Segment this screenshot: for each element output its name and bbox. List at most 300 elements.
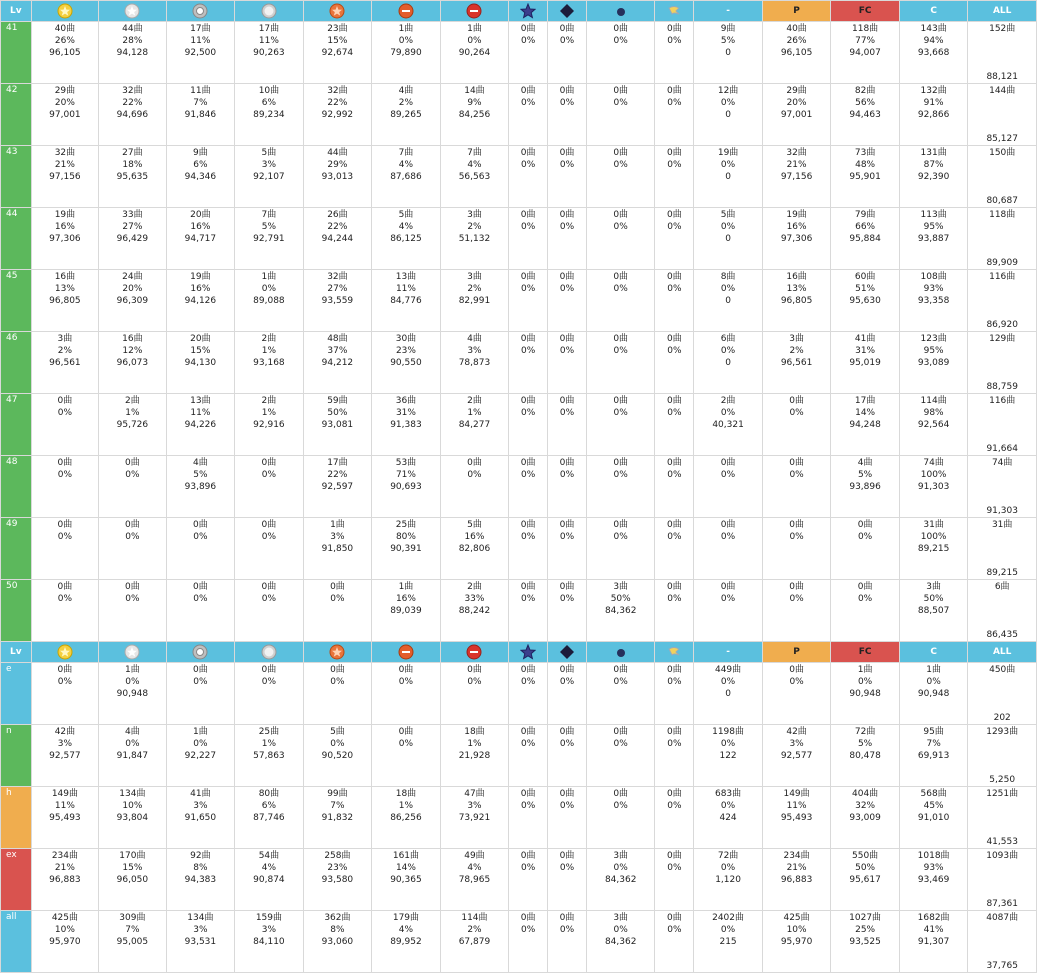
percent: 4% bbox=[398, 222, 414, 232]
percent: 0% bbox=[521, 98, 536, 108]
stat-cell bbox=[166, 146, 235, 208]
average-score bbox=[655, 481, 693, 493]
song-count: 53曲 bbox=[395, 458, 417, 468]
stat-cell bbox=[831, 725, 900, 787]
percent: 26% bbox=[54, 36, 75, 46]
average-score: 90,948 bbox=[917, 689, 950, 699]
average-score: 202 bbox=[993, 713, 1011, 723]
song-count: 0曲 bbox=[261, 520, 277, 530]
percent: 5% bbox=[261, 222, 277, 232]
song-count: 0曲 bbox=[613, 665, 629, 675]
percent: 0% bbox=[559, 470, 575, 480]
percent: 56% bbox=[855, 98, 876, 108]
song-count: 6曲 bbox=[994, 582, 1010, 592]
percent: 21% bbox=[786, 160, 807, 170]
song-count: 143曲 bbox=[920, 24, 947, 34]
table-row bbox=[1, 208, 1037, 270]
percent: 0% bbox=[125, 594, 140, 604]
stat-cell bbox=[509, 84, 548, 146]
song-count: 0曲 bbox=[520, 851, 536, 861]
average-score: 0 bbox=[725, 296, 731, 306]
red-minus-medal-icon bbox=[466, 3, 482, 19]
song-count: 47曲 bbox=[464, 789, 485, 799]
average-score bbox=[655, 812, 693, 824]
percent: 0% bbox=[57, 677, 73, 687]
percent: 27% bbox=[327, 284, 348, 294]
stat-cell bbox=[899, 332, 968, 394]
stat-cell bbox=[235, 270, 304, 332]
song-count: 234曲 bbox=[783, 851, 810, 861]
percent: 66% bbox=[855, 222, 876, 232]
average-score: 96,883 bbox=[780, 875, 813, 885]
header-p[interactable]: P bbox=[762, 1, 831, 22]
stat-cell bbox=[655, 911, 694, 973]
average-score bbox=[235, 543, 303, 555]
stat-cell bbox=[166, 911, 235, 973]
song-count: 0曲 bbox=[520, 520, 536, 530]
song-count: 25曲 bbox=[395, 520, 417, 530]
percent: 0% bbox=[330, 677, 345, 687]
average-score bbox=[655, 295, 693, 307]
song-count: 0曲 bbox=[613, 86, 629, 96]
percent: 1% bbox=[398, 801, 414, 811]
song-count: 258曲 bbox=[324, 851, 351, 861]
stat-cell bbox=[440, 456, 509, 518]
purple-star-icon bbox=[520, 644, 536, 660]
song-count: 26曲 bbox=[327, 210, 348, 220]
header-medal-2[interactable] bbox=[166, 642, 235, 663]
stat-cell bbox=[968, 518, 1037, 580]
stat-cell bbox=[303, 580, 372, 642]
average-score: 89,234 bbox=[253, 110, 285, 120]
average-score: 87,686 bbox=[390, 172, 422, 182]
level-label: 44 bbox=[1, 208, 32, 270]
song-count: 17曲 bbox=[258, 24, 280, 34]
stat-cell bbox=[762, 725, 831, 787]
header-all[interactable]: ALL bbox=[968, 1, 1037, 22]
song-count: 0曲 bbox=[520, 210, 536, 220]
table-row bbox=[1, 911, 1037, 973]
percent: 0% bbox=[720, 532, 736, 542]
stat-cell bbox=[440, 84, 509, 146]
average-score: 92,577 bbox=[49, 751, 81, 761]
song-count: 0曲 bbox=[559, 520, 575, 530]
average-score bbox=[99, 543, 165, 555]
stat-cell bbox=[968, 725, 1037, 787]
average-score: 0 bbox=[725, 234, 731, 244]
song-count: 0曲 bbox=[559, 210, 575, 220]
stat-cell bbox=[762, 146, 831, 208]
song-count: 12曲 bbox=[717, 86, 739, 96]
average-score: 96,429 bbox=[116, 234, 149, 244]
header-medal-9[interactable] bbox=[586, 642, 655, 663]
stat-cell bbox=[166, 84, 235, 146]
stat-cell bbox=[762, 456, 831, 518]
percent: 8% bbox=[193, 863, 208, 873]
average-score bbox=[441, 688, 509, 700]
percent: 4% bbox=[261, 863, 277, 873]
percent: 0% bbox=[521, 925, 536, 935]
percent bbox=[968, 245, 1036, 257]
header-medal-0[interactable] bbox=[31, 642, 98, 663]
stat-cell bbox=[303, 849, 372, 911]
stat-cell bbox=[548, 725, 587, 787]
table-row bbox=[1, 332, 1037, 394]
average-score: 84,110 bbox=[253, 937, 285, 947]
header-medal-1[interactable] bbox=[99, 642, 166, 663]
song-count: 0曲 bbox=[667, 148, 682, 158]
header-lv[interactable]: Lv bbox=[1, 642, 32, 663]
song-count: 54曲 bbox=[258, 851, 280, 861]
stat-cell bbox=[586, 911, 655, 973]
song-count: 32曲 bbox=[54, 148, 76, 158]
stat-cell bbox=[31, 787, 98, 849]
stat-cell bbox=[31, 849, 98, 911]
stat-cell bbox=[303, 456, 372, 518]
song-count: 7曲 bbox=[261, 210, 277, 220]
stat-cell bbox=[968, 208, 1037, 270]
header-c[interactable]: C bbox=[899, 642, 968, 663]
stat-cell bbox=[303, 394, 372, 456]
stat-cell bbox=[586, 580, 655, 642]
average-score: 93,013 bbox=[321, 172, 354, 182]
percent: 0% bbox=[521, 284, 536, 294]
percent: 7% bbox=[926, 739, 941, 749]
average-score bbox=[32, 419, 98, 431]
stat-cell bbox=[694, 270, 763, 332]
percent: 0% bbox=[559, 863, 575, 873]
stat-cell bbox=[509, 22, 548, 84]
percent: 0% bbox=[521, 470, 536, 480]
stat-cell bbox=[31, 456, 98, 518]
average-score bbox=[548, 605, 586, 617]
percent: 22% bbox=[327, 98, 348, 108]
stat-cell bbox=[655, 270, 694, 332]
average-score: 92,916 bbox=[253, 420, 285, 430]
percent: 2% bbox=[789, 346, 804, 356]
percent: 0% bbox=[330, 739, 345, 749]
percent: 10% bbox=[786, 925, 807, 935]
stat-cell bbox=[968, 580, 1037, 642]
header-medal-3[interactable] bbox=[235, 642, 304, 663]
stat-cell bbox=[440, 518, 509, 580]
stat-cell bbox=[509, 787, 548, 849]
percent: 33% bbox=[464, 594, 485, 604]
stat-cell bbox=[968, 270, 1037, 332]
song-count: 0曲 bbox=[520, 582, 536, 592]
stat-cell bbox=[440, 146, 509, 208]
percent: 22% bbox=[327, 222, 348, 232]
song-count: 0曲 bbox=[57, 665, 73, 675]
stat-cell bbox=[655, 394, 694, 456]
stat-cell bbox=[586, 787, 655, 849]
header-medal-6[interactable] bbox=[440, 642, 509, 663]
song-count: 0曲 bbox=[559, 727, 575, 737]
average-score: 91,303 bbox=[917, 482, 950, 492]
song-count: 1曲 bbox=[398, 582, 414, 592]
average-score bbox=[509, 812, 547, 824]
percent: 0% bbox=[125, 532, 140, 542]
song-count: 1曲 bbox=[926, 665, 941, 675]
average-score: 95,635 bbox=[116, 172, 149, 182]
average-score: 424 bbox=[719, 813, 737, 823]
stat-cell bbox=[166, 518, 235, 580]
silver-circle-medal-icon bbox=[261, 644, 277, 660]
song-count: 568曲 bbox=[920, 789, 947, 799]
stat-cell bbox=[31, 270, 98, 332]
percent: 0% bbox=[57, 532, 73, 542]
song-count: 0曲 bbox=[789, 520, 804, 530]
stat-cell bbox=[694, 332, 763, 394]
song-count: 404曲 bbox=[852, 789, 879, 799]
stat-cell bbox=[31, 725, 98, 787]
song-count: 0曲 bbox=[613, 396, 629, 406]
stat-cell bbox=[694, 580, 763, 642]
average-score bbox=[655, 874, 693, 886]
percent: 0% bbox=[720, 739, 736, 749]
song-count: 40曲 bbox=[786, 24, 807, 34]
song-count: 0曲 bbox=[330, 582, 345, 592]
song-count: 118曲 bbox=[989, 210, 1016, 220]
percent: 0% bbox=[789, 532, 804, 542]
stat-cell bbox=[968, 146, 1037, 208]
percent: 0% bbox=[125, 677, 140, 687]
average-score: 90,365 bbox=[390, 875, 422, 885]
song-count: 159曲 bbox=[255, 913, 282, 923]
percent: 0% bbox=[613, 346, 628, 356]
percent: 10% bbox=[54, 925, 75, 935]
song-count: 72曲 bbox=[717, 851, 739, 861]
average-score: 96,309 bbox=[116, 296, 149, 306]
level-label: all bbox=[1, 911, 32, 973]
stat-cell bbox=[548, 84, 587, 146]
percent: 2% bbox=[467, 925, 482, 935]
song-count: 0曲 bbox=[559, 148, 575, 158]
percent: 0% bbox=[521, 594, 536, 604]
header-medal-7[interactable] bbox=[509, 1, 548, 22]
song-count: 0曲 bbox=[613, 727, 629, 737]
average-score bbox=[587, 171, 655, 183]
header-medal-2[interactable] bbox=[166, 1, 235, 22]
level-label: 49 bbox=[1, 518, 32, 580]
song-count: 0曲 bbox=[720, 458, 736, 468]
stat-cell bbox=[372, 580, 441, 642]
stat-cell bbox=[762, 208, 831, 270]
percent: 1% bbox=[467, 739, 482, 749]
header-medal-8[interactable] bbox=[548, 642, 587, 663]
percent: 0% bbox=[521, 408, 536, 418]
song-count: 0曲 bbox=[193, 582, 208, 592]
percent bbox=[968, 886, 1036, 898]
header-medal-4[interactable] bbox=[303, 1, 372, 22]
average-score: 91,664 bbox=[986, 444, 1018, 454]
song-count: 150曲 bbox=[989, 148, 1016, 158]
song-count: 0曲 bbox=[125, 520, 140, 530]
percent: 11% bbox=[54, 801, 75, 811]
percent: 11% bbox=[786, 801, 807, 811]
average-score bbox=[831, 543, 899, 555]
song-count: 0曲 bbox=[520, 458, 536, 468]
percent: 3% bbox=[467, 346, 482, 356]
average-score: 91,846 bbox=[184, 110, 217, 120]
table-row bbox=[1, 456, 1037, 518]
song-count: 0曲 bbox=[520, 86, 536, 96]
stat-cell bbox=[548, 270, 587, 332]
percent: 0% bbox=[720, 925, 736, 935]
header-medal-4[interactable] bbox=[303, 642, 372, 663]
stat-cell bbox=[440, 849, 509, 911]
percent: 7% bbox=[193, 98, 208, 108]
stat-cell bbox=[303, 332, 372, 394]
song-count: 25曲 bbox=[258, 727, 280, 737]
stat-cell bbox=[899, 456, 968, 518]
stat-cell bbox=[831, 84, 900, 146]
average-score: 95,970 bbox=[780, 937, 813, 947]
stat-cell bbox=[762, 663, 831, 725]
song-count: 0曲 bbox=[467, 458, 482, 468]
stat-cell bbox=[899, 849, 968, 911]
stat-cell bbox=[303, 518, 372, 580]
header-medal-7[interactable] bbox=[509, 642, 548, 663]
song-count: 13曲 bbox=[190, 396, 211, 406]
song-count: 0曲 bbox=[261, 458, 277, 468]
header-medal-8[interactable] bbox=[548, 1, 587, 22]
percent: 6% bbox=[193, 160, 208, 170]
stat-cell bbox=[166, 270, 235, 332]
stat-cell bbox=[31, 518, 98, 580]
header-c[interactable]: C bbox=[899, 1, 968, 22]
header-dash[interactable]: - bbox=[694, 1, 763, 22]
header-medal-3[interactable] bbox=[235, 1, 304, 22]
header-row bbox=[1, 1, 1037, 22]
song-count: 49曲 bbox=[464, 851, 485, 861]
average-score: 90,693 bbox=[390, 482, 422, 492]
header-medal-0[interactable] bbox=[31, 1, 98, 22]
average-score: 94,696 bbox=[116, 110, 149, 120]
average-score: 97,306 bbox=[49, 234, 81, 244]
header-medal-9[interactable] bbox=[586, 1, 655, 22]
header-medal-5[interactable] bbox=[372, 1, 441, 22]
header-fc[interactable]: FC bbox=[831, 1, 900, 22]
percent: 100% bbox=[920, 532, 947, 542]
average-score bbox=[548, 688, 586, 700]
header-all[interactable]: ALL bbox=[968, 642, 1037, 663]
percent: 0% bbox=[667, 594, 682, 604]
stat-cell bbox=[303, 22, 372, 84]
song-count: 92曲 bbox=[190, 851, 211, 861]
header-dash[interactable]: - bbox=[694, 642, 763, 663]
percent: 15% bbox=[122, 863, 143, 873]
stat-cell bbox=[831, 911, 900, 973]
average-score: 94,226 bbox=[184, 420, 217, 430]
percent: 0% bbox=[559, 677, 575, 687]
song-count: 0曲 bbox=[57, 582, 73, 592]
flag-icon bbox=[666, 644, 682, 660]
header-medal-10[interactable] bbox=[655, 642, 694, 663]
stat-cell bbox=[166, 456, 235, 518]
average-score: 93,896 bbox=[184, 482, 217, 492]
orange-diamond-medal-icon bbox=[398, 3, 414, 19]
stat-cell bbox=[303, 663, 372, 725]
percent: 16% bbox=[190, 222, 211, 232]
header-p[interactable]: P bbox=[762, 642, 831, 663]
percent: 0% bbox=[613, 863, 628, 873]
percent: 1% bbox=[467, 408, 482, 418]
stat-cell bbox=[235, 84, 304, 146]
average-score bbox=[235, 688, 303, 700]
stat-cell bbox=[586, 22, 655, 84]
stat-cell bbox=[372, 84, 441, 146]
stat-cell bbox=[968, 332, 1037, 394]
average-score bbox=[694, 605, 762, 617]
stat-cell bbox=[166, 849, 235, 911]
stat-cell bbox=[235, 787, 304, 849]
header-fc[interactable]: FC bbox=[831, 642, 900, 663]
average-score: 90,948 bbox=[849, 689, 881, 699]
song-count: 0曲 bbox=[520, 148, 536, 158]
stat-cell bbox=[166, 332, 235, 394]
level-label: 42 bbox=[1, 84, 32, 146]
stat-cell bbox=[694, 518, 763, 580]
percent: 0% bbox=[57, 408, 73, 418]
average-score bbox=[509, 295, 547, 307]
stat-cell bbox=[509, 394, 548, 456]
song-count: 0曲 bbox=[789, 458, 804, 468]
stat-cell bbox=[31, 911, 98, 973]
average-score: 96,561 bbox=[49, 358, 81, 368]
percent: 18% bbox=[122, 160, 143, 170]
average-score: 92,390 bbox=[917, 172, 950, 182]
header-lv[interactable]: Lv bbox=[1, 1, 32, 22]
percent: 0% bbox=[613, 160, 628, 170]
average-score bbox=[655, 109, 693, 121]
percent: 0% bbox=[330, 594, 345, 604]
average-score bbox=[587, 109, 655, 121]
header-medal-6[interactable] bbox=[440, 1, 509, 22]
average-score: 84,277 bbox=[458, 420, 491, 430]
table-row bbox=[1, 518, 1037, 580]
percent: 95% bbox=[923, 346, 944, 356]
percent: 4% bbox=[398, 160, 414, 170]
song-count: 31曲 bbox=[991, 520, 1013, 530]
stat-cell bbox=[509, 663, 548, 725]
percent: 1% bbox=[261, 346, 277, 356]
stat-cell bbox=[372, 725, 441, 787]
header-medal-1[interactable] bbox=[99, 1, 166, 22]
average-score: 89,265 bbox=[390, 110, 422, 120]
percent: 9% bbox=[467, 98, 482, 108]
silver-star-medal-icon bbox=[124, 3, 140, 19]
song-count: 17曲 bbox=[327, 458, 348, 468]
stat-cell bbox=[762, 84, 831, 146]
average-score bbox=[167, 543, 235, 555]
average-score: 95,901 bbox=[849, 172, 881, 182]
song-count: 44曲 bbox=[122, 24, 143, 34]
percent: 0% bbox=[559, 408, 575, 418]
header-medal-5[interactable] bbox=[372, 642, 441, 663]
average-score bbox=[548, 47, 586, 59]
average-score: 84,256 bbox=[458, 110, 491, 120]
header-medal-10[interactable] bbox=[655, 1, 694, 22]
average-score: 96,073 bbox=[116, 358, 149, 368]
stat-cell bbox=[586, 270, 655, 332]
percent bbox=[968, 121, 1036, 133]
average-score: 97,001 bbox=[780, 110, 813, 120]
average-score: 93,168 bbox=[253, 358, 285, 368]
average-score: 96,050 bbox=[116, 875, 149, 885]
song-count: 32曲 bbox=[786, 148, 807, 158]
percent: 0% bbox=[398, 739, 414, 749]
